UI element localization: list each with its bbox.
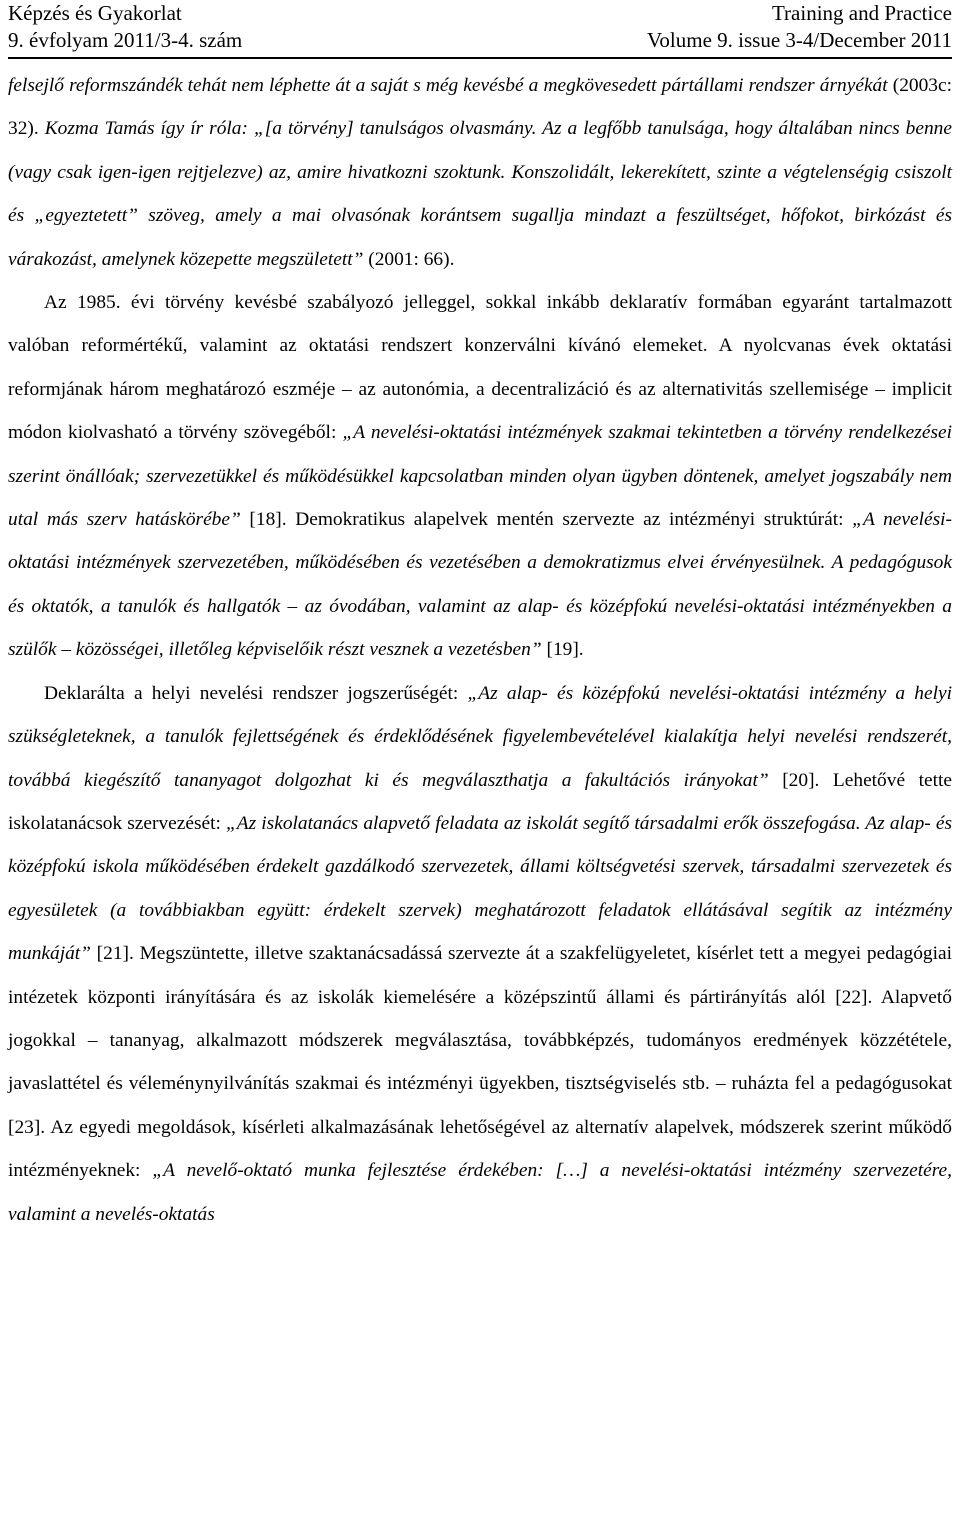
journal-title-en: Training and Practice <box>771 1 952 25</box>
citation: (2003c: 32). <box>8 75 952 140</box>
header-top-row <box>8 0 952 27</box>
body-text: Az 1985. évi törvény kevésbé szabályozó jelleggel, sokkal inkább deklaratív formában egyaránt tartalmazott valóban reformértékű, valamint az oktatási rendszert konzerválni kívánó elemeket. A nyolcvanas évek oktatási reformjának három meghatározó eszméje – az autonómia, a decentralizáció és az alternativitás szellemisége – implicit módon kiolvasható a törvény szövegéből: <box>8 292 952 444</box>
paragraph-2 <box>8 281 952 672</box>
paragraph-1 <box>8 64 952 281</box>
citation: [19]. <box>541 639 584 661</box>
quote-segment: „Az alap- és középfokú nevelési-oktatási intézmény a helyi szükségleteknek, a tanulók fejlettségének és érdeklődésének figyelembevételével kialakítja helyi nevelési rendszerét, továbbá kiegészítő tananyagot dolgozhat ki és megválaszthatja a fakultációs irányokat” <box>8 682 952 791</box>
header-divider <box>8 57 952 59</box>
body-text: [18]. Demokratikus alapelvek mentén szervezte az intézményi struktúrát: <box>240 509 853 531</box>
quote-segment: Kozma Tamás így ír róla: „[a törvény] tanulságos olvasmány. Az a legfőbb tanulsága, hogy általában nincs benne (vagy csak igen-igen rejtjelezve) az, amire hivatkozni szoktunk. Konszolidált, lekerekített, szinte a végtelenségig csiszolt és „egyeztetett” szöveg, amely a mai olvasónak korántsem sugallja mindazt a feszültséget, hőfokot, birkózást és várakozást, amelynek közepette megszületett” <box>8 118 952 270</box>
body-text: [20]. Lehetővé tette iskolatanácsok szervezését: <box>8 769 952 834</box>
page-header <box>8 0 952 58</box>
quote-segment: „A nevelési-oktatási intézmények szakmai tekintetben a törvény rendelkezései szerint önállóak; szervezetükkel és működésükkel kapcsolatban minden olyan ügyben döntenek, amelyet jogszabály nem utal más szerv hatáskörébe” <box>8 422 952 531</box>
quote-segment: felsejlő reformszándék tehát nem léphette át a saját s még kevésbé a megkövesedett pártállami rendszer árnyékát <box>8 75 888 96</box>
issue-info-hu: 9. évfolyam 2011/3-4. szám <box>8 28 243 52</box>
citation: (2001: 66). <box>363 248 455 270</box>
article-body <box>8 64 952 1236</box>
quote-segment: „Az iskolatanács alapvető feladata az iskolát segítő társadalmi erők összefogása. Az alap- és középfokú iskola működésében érdekelt gazdálkodó szervezetek, állami költségvetési szervek, társadalmi szervezetek és egyesületek (a továbbiakban együtt: érdekelt szervek) meghatározott feladatok ellátásával segítik az intézmény munkáját” <box>8 812 952 965</box>
paragraph-3 <box>8 672 952 1236</box>
issue-info-en: Volume 9. issue 3-4/December 2011 <box>646 28 952 52</box>
quote-segment: „A nevelési-oktatási intézmények szervezetében, működésében és vezetésében a demokratizmus elvei érvényesülnek. A pedagógusok és oktatók, a tanulók és hallgatók – az óvodában, valamint az alap- és középfokú nevelési-oktatási intézményekben a szülők – közösségei, illetőleg képviselőik részt vesznek a vezetésben” <box>8 509 952 661</box>
quote-segment: „A nevelő-oktató munka fejlesztése érdekében: […] a nevelési-oktatási intézmény szervezetére, valamint a nevelés-oktatás <box>8 1160 953 1225</box>
header-bottom-row <box>8 27 952 54</box>
journal-title-hu: Képzés és Gyakorlat <box>8 1 182 25</box>
body-text: [21]. Megszüntette, illetve szaktanácsadássá szervezte át a szakfelügyeletet, kísérlet tett a megyei pedagógiai intézetek központi irányítására és az iskolák kiemelésére a középszintű állami és pártirányítás alól [22]. Alapvető jogokkal – tananyag, alkalmazott módszerek megválasztása, továbbképzés, tudományos eredmények közzététele, javaslattétel és véleménynyilvánítás szakmai és intézményi ügyekben, tisztségviselés stb. – ruházta fel a pedagógusokat [23]. Az egyedi megoldások, kísérleti alkalmazásának lehetőségével az alternatív alapelvek, módszerek szerint működő intézményeknek: <box>8 943 952 1182</box>
body-text: Deklarálta a helyi nevelési rendszer jogszerűségét: <box>44 682 468 704</box>
